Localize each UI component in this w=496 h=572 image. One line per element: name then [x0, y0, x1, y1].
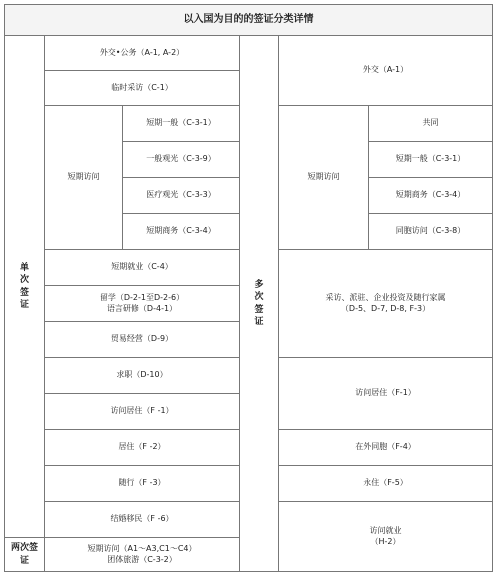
multi-short-visit-group: 短期访问 — [279, 106, 369, 250]
visa-classification-table — [4, 4, 493, 572]
multi-short-general: 短期一般（C-3-1） — [369, 142, 493, 178]
multi-visiting-employment — [279, 502, 493, 572]
single-temporary-reporting: 临时采访（C-1） — [45, 71, 240, 106]
multi-investment-text: 采访、派驻、企业投资及随行家属 — [325, 292, 446, 302]
single-visiting-residence: 访问居住（F -1） — [45, 394, 240, 430]
multi-common: 共同 — [369, 106, 493, 142]
single-study-language — [45, 286, 240, 322]
multi-visiting-residence: 访问居住（F-1） — [279, 358, 493, 430]
single-trade: 贸易经营（D-9） — [45, 322, 240, 358]
single-job-seeking: 求职（D-10） — [45, 358, 240, 394]
table-title: 以入国为目的的签证分类详情 — [5, 5, 493, 36]
single-general-tourism: 一般观光（C-3-9） — [123, 142, 240, 178]
multi-visiting-employment-text: 访问就业 — [369, 525, 402, 535]
double-short-visit: 短期访问（A1～A3,C1～C4） — [87, 543, 197, 553]
multi-compatriot-visit: 同胞访问（C-3-8） — [369, 214, 493, 250]
single-short-employment: 短期就业（C-4） — [45, 250, 240, 286]
multi-permanent-residence: 永住（F-5） — [279, 466, 493, 502]
single-study: 留学（D-2-1至D-2-6） — [99, 292, 185, 302]
double-group-tour: 团体旅游（C-3-2） — [107, 554, 177, 564]
multi-diplomatic: 外交（A-1） — [279, 36, 493, 106]
multi-overseas-compatriot: 在外同胞（F-4） — [279, 430, 493, 466]
single-short-general: 短期一般（C-3-1） — [123, 106, 240, 142]
single-short-business: 短期商务（C-3-4） — [123, 214, 240, 250]
single-accompanying: 随行（F -3） — [45, 466, 240, 502]
single-medical-tourism: 医疗观光（C-3-3） — [123, 178, 240, 214]
single-marriage-immigration: 结婚移民（F -6） — [45, 502, 240, 538]
double-entry-label: 两次签证 — [5, 538, 45, 572]
single-entry-label: 单次签证 — [5, 36, 45, 538]
multi-investment-codes: （D-5、D-7, D-8, F-3） — [340, 303, 431, 313]
single-language-training: 语言研修（D-4-1） — [106, 303, 178, 313]
multi-short-business: 短期商务（C-3-4） — [369, 178, 493, 214]
multi-entry-label: 多次签证 — [240, 36, 279, 572]
single-residence: 居住（F -2） — [45, 430, 240, 466]
double-entry-content — [45, 538, 240, 572]
multi-investment — [279, 250, 493, 358]
single-short-visit-group: 短期访问 — [45, 106, 123, 250]
single-diplomatic-official: 外交•公务（A-1, A-2） — [45, 36, 240, 71]
multi-visiting-employment-code: （H-2） — [370, 536, 401, 546]
